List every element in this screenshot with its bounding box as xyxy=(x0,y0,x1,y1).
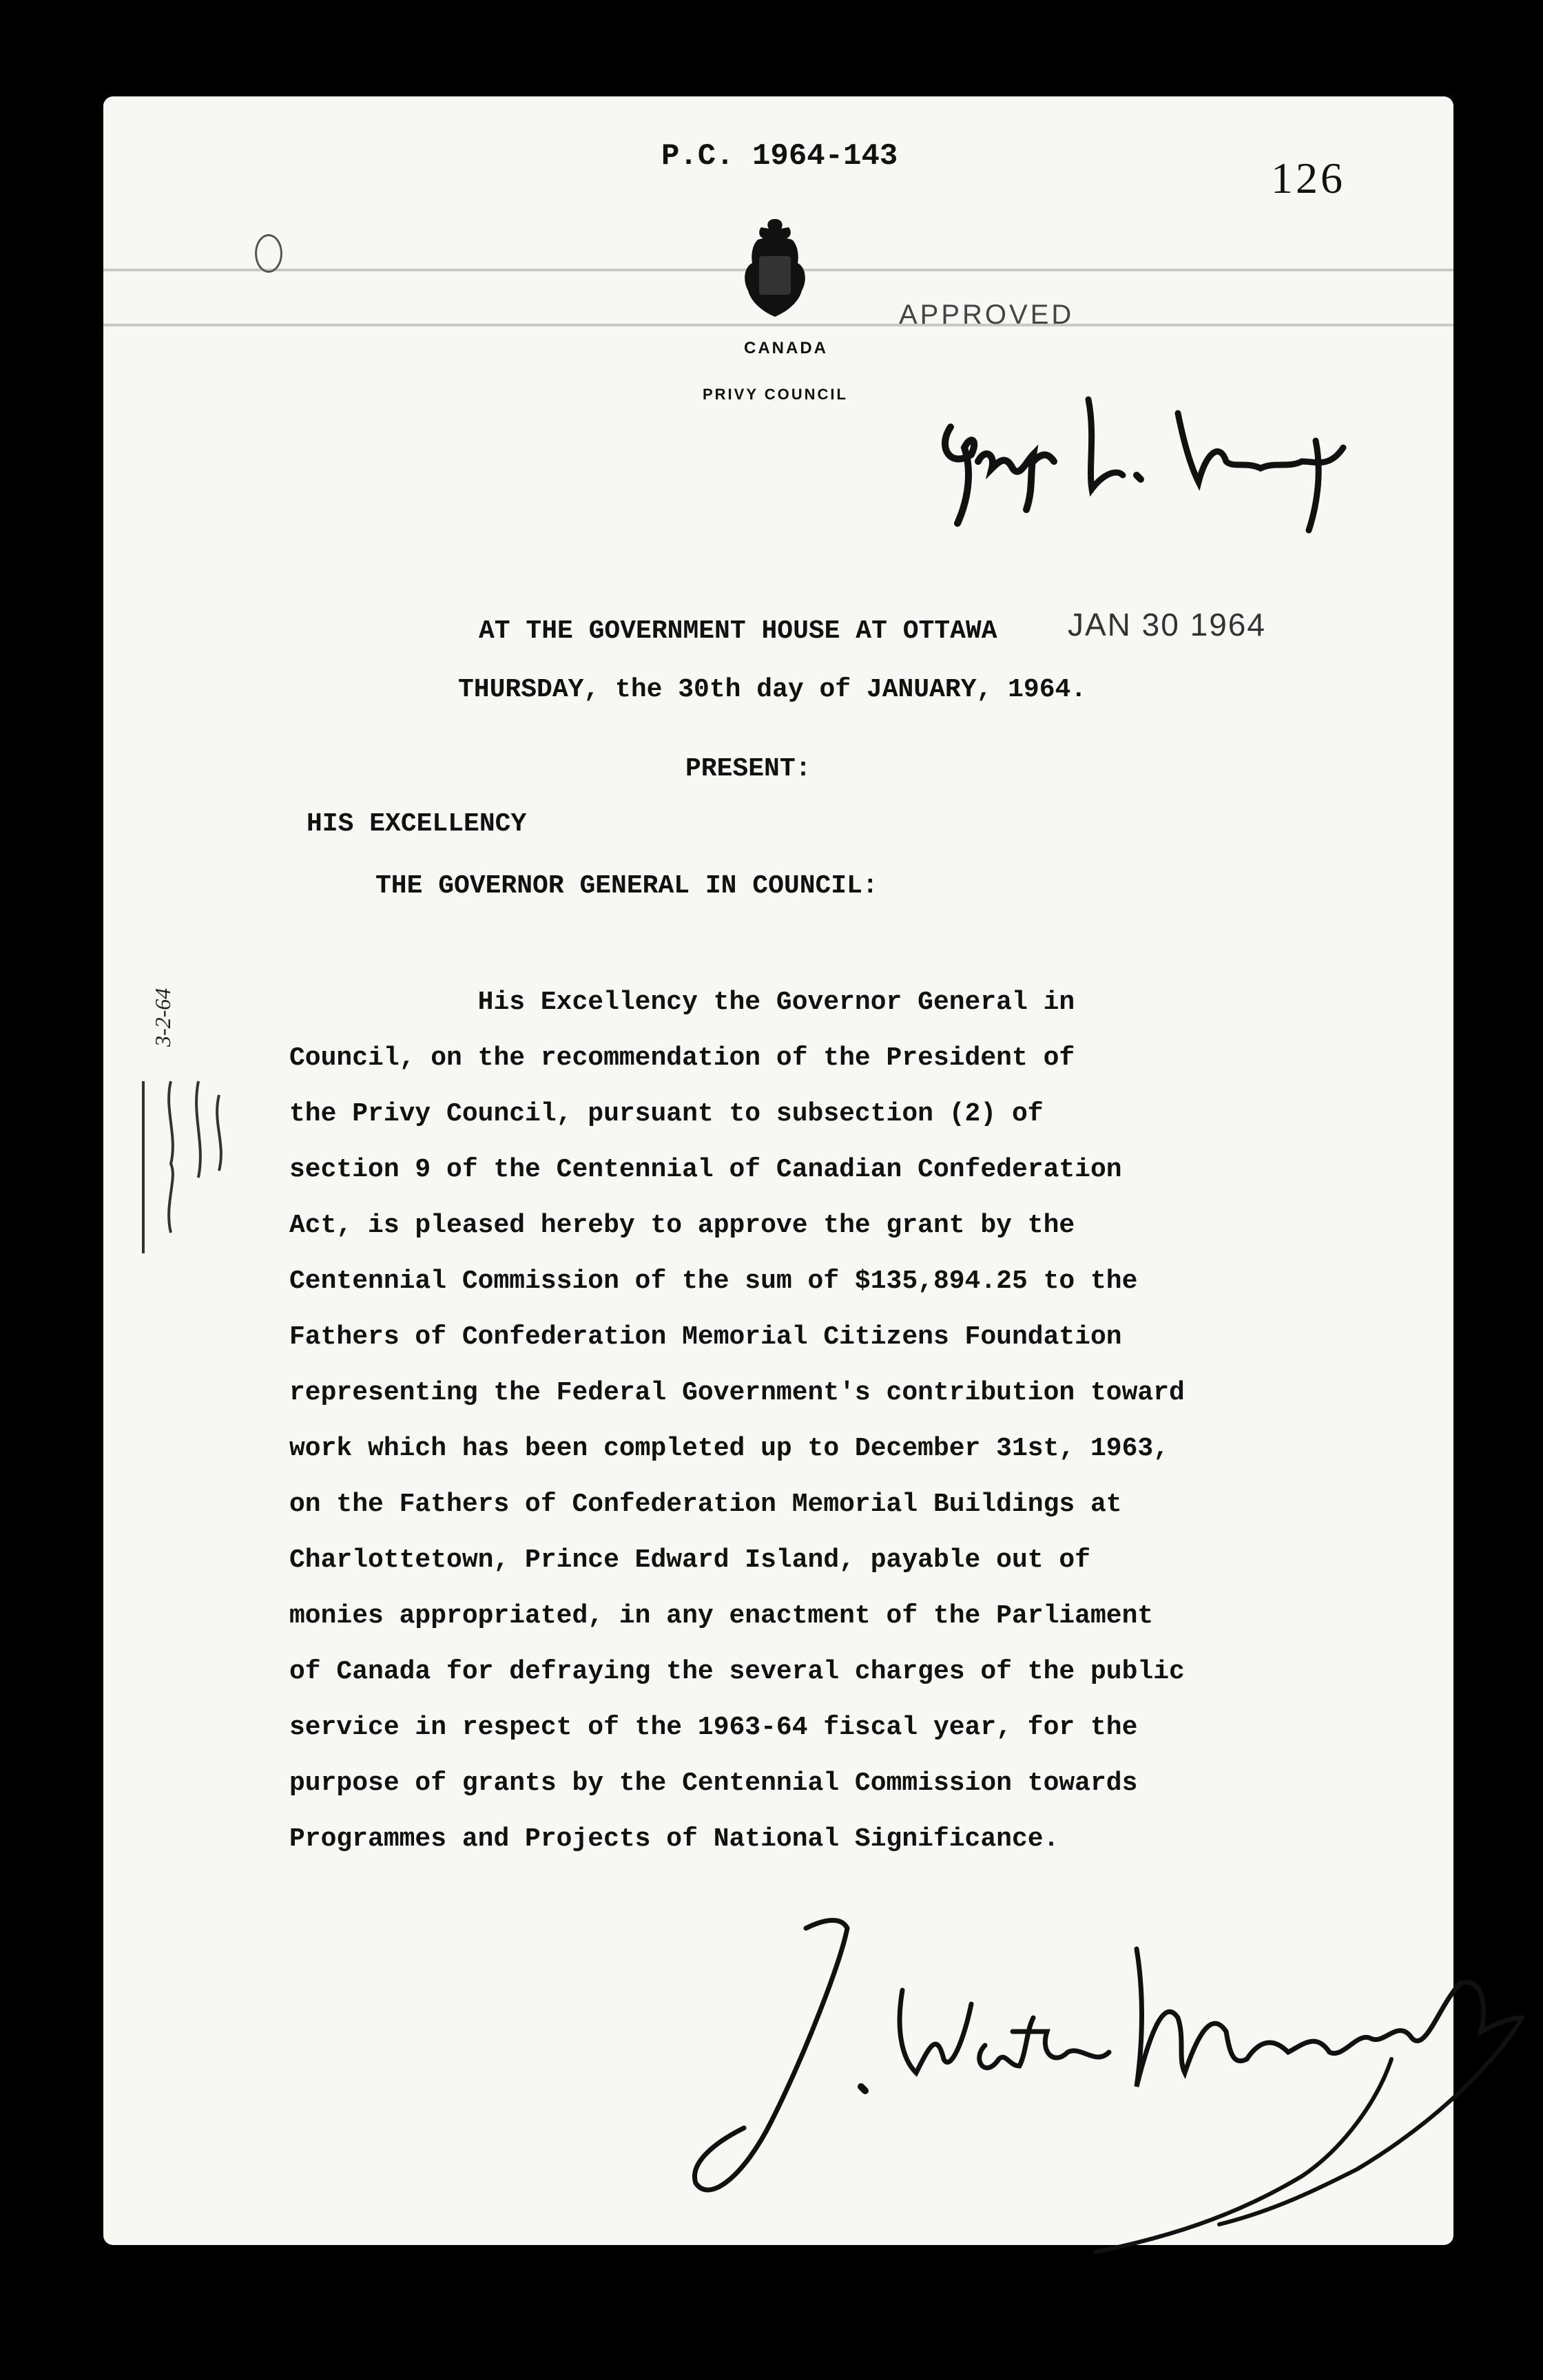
page-number: 126 xyxy=(1271,154,1345,202)
margin-date-note: 3-2-64 xyxy=(150,988,175,1047)
body-line: Centennial Commission of the sum of $135,894.25 to the xyxy=(289,1266,1138,1296)
order-body xyxy=(289,974,1364,1867)
place-line: AT THE GOVERNMENT HOUSE AT OTTAWA xyxy=(479,616,997,646)
body-line: Fathers of Confederation Memorial Citizens Foundation xyxy=(289,1322,1122,1352)
royal-arms-seal-icon xyxy=(730,215,820,325)
body-line: section 9 of the Centennial of Canadian Confederation xyxy=(289,1155,1122,1184)
body-line: purpose of grants by the Centennial Commission towards xyxy=(289,1768,1138,1798)
body-line: monies appropriated, in any enactment of the Parliament xyxy=(289,1601,1154,1631)
document-page xyxy=(103,96,1453,2245)
body-line: representing the Federal Government's contribution toward xyxy=(289,1378,1185,1408)
order-number: P.C. 1964-143 xyxy=(661,139,898,174)
body-line: of Canada for defraying the several charges of the public xyxy=(289,1657,1185,1687)
present-label: PRESENT: xyxy=(685,754,811,784)
date-line: THURSDAY, the 30th day of JANUARY, 1964. xyxy=(458,675,1087,704)
margin-handwriting xyxy=(123,1067,233,1267)
body-line: the Privy Council, pursuant to subsection (2) of xyxy=(289,1099,1044,1129)
body-line: Charlottetown, Prince Edward Island, payable out of xyxy=(289,1545,1090,1575)
body-line: service in respect of the 1963-64 fiscal year, for the xyxy=(289,1713,1138,1742)
body-line: Act, is pleased hereby to approve the grant by the xyxy=(289,1211,1075,1240)
body-line: on the Fathers of Confederation Memorial Buildings at xyxy=(289,1490,1122,1519)
body-line: work which has been completed up to December 31st, 1963, xyxy=(289,1434,1170,1463)
date-stamp: JAN 30 1964 xyxy=(1068,607,1266,643)
margin-annotations xyxy=(123,964,233,1267)
signature-j-watson-macnaughton xyxy=(613,1880,1536,2266)
his-excellency: HIS EXCELLENCY xyxy=(307,809,527,839)
punch-hole xyxy=(255,234,282,273)
approved-stamp: APPROVED xyxy=(899,300,1075,330)
body-line: His Excellency the Governor General in xyxy=(289,988,1075,1017)
seal-title: CANADA xyxy=(744,339,828,357)
governor-in-council: THE GOVERNOR GENERAL IN COUNCIL: xyxy=(375,871,878,901)
body-line: Programmes and Projects of National Significance. xyxy=(289,1824,1059,1854)
governor-signature xyxy=(930,358,1357,537)
seal-subtitle: PRIVY COUNCIL xyxy=(703,386,848,403)
body-line: Council, on the recommendation of the President of xyxy=(289,1043,1075,1073)
